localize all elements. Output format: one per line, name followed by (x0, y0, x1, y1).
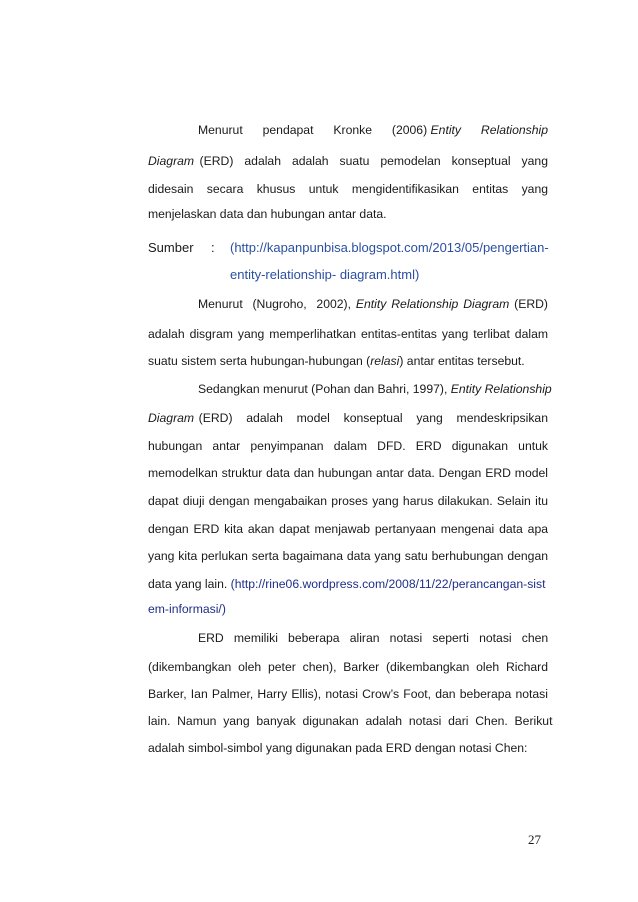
paragraph2-line1 (198, 296, 548, 312)
italic-term: Diagram (148, 154, 195, 168)
paragraph4-line1 (198, 630, 548, 646)
text-fragment (392, 122, 461, 138)
text-fragment: (ERD) adalah model konseptual yang mendeskripsikan (194, 411, 548, 425)
text-fragment: Menurut (198, 123, 243, 137)
paragraph3-line4 (148, 465, 548, 481)
paragraph4-line3 (148, 686, 548, 702)
paragraph3-line6 (148, 521, 548, 537)
source-link-line1[interactable]: (http://kapanpunbisa.blogspot.com/2013/05/pengertian- (230, 240, 549, 255)
text-fragment: suatu sistem serta hubungan-hubungan ( (148, 354, 371, 368)
paragraph1-line2 (148, 153, 548, 169)
text-fragment: dengan ERD kita akan dapat menjawab pertanyaan mengenai data apa (148, 522, 548, 536)
paragraph3-line5 (148, 493, 548, 509)
text-fragment: Sedangkan menurut (Pohan dan Bahri, 1997), (198, 382, 451, 396)
source-link-line2[interactable]: entity-relationship- diagram.html) (230, 267, 420, 282)
text-fragment: pendapat (262, 123, 314, 137)
text-fragment: menjelaskan data dan hubungan antar data. (148, 207, 387, 221)
text-fragment: data yang lain. (148, 577, 231, 591)
text-fragment: ERD memiliki beberapa aliran notasi seperti notasi chen (198, 631, 549, 645)
paragraph3-line1 (198, 381, 552, 397)
text-fragment: Menurut (Nugroho, 2002), (198, 297, 356, 311)
paragraph3-line7 (148, 548, 548, 564)
paragraph3-line9 (148, 601, 548, 617)
page-number: 27 (528, 832, 541, 847)
paragraph3-line2 (148, 410, 548, 426)
text-fragment: ) antar entitas tersebut. (399, 354, 525, 368)
text-fragment: (dikembangkan oleh peter chen), Barker (dikembangkan oleh Richard (148, 660, 548, 674)
text-fragment: didesain secara khusus untuk mengidentifikasikan entitas yang (148, 182, 548, 196)
text-fragment: dapat diuji dengan mengabaikan proses yang harus dilakukan. Selain itu (148, 494, 548, 508)
italic-term: Diagram (148, 411, 195, 425)
reference-link[interactable]: em-informasi/) (148, 602, 226, 616)
paragraph2-line3 (148, 353, 548, 369)
italic-term: Entity Relationship (450, 382, 552, 396)
text-fragment: lain. Namun yang banyak digunakan adalah notasi dari Chen. Berikut (148, 714, 553, 728)
paragraph3-line8 (148, 576, 548, 592)
paragraph1-line3 (148, 181, 548, 197)
text-fragment: (ERD) adalah adalah suatu pemodelan konseptual yang (194, 154, 548, 168)
paragraph4-line5 (148, 740, 548, 756)
source-colon: : (211, 240, 215, 255)
text-fragment: memodelkan struktur data dan hubungan antar data. Dengan ERD model (148, 466, 548, 480)
italic-term: Relationship (480, 123, 548, 137)
paragraph1-line1 (198, 122, 548, 138)
paragraph3-line3 (148, 438, 548, 454)
paragraph1-line4 (148, 206, 548, 222)
source-label: Sumber (148, 240, 194, 255)
text-fragment: adalah simbol-simbol yang digunakan pada ERD dengan notasi Chen: (148, 741, 528, 755)
italic-term: Entity (430, 123, 462, 137)
text-fragment: Kronke (333, 123, 372, 137)
paragraph2-line2 (148, 326, 548, 342)
text-fragment: adalah disgram yang memperlihatkan entitas-entitas yang terlibat dalam (148, 327, 548, 341)
text-fragment: hubungan antar penyimpanan dalam DFD. ERD digunakan untuk (148, 439, 548, 453)
paragraph4-line2 (148, 659, 548, 675)
text-fragment: (2006) (391, 123, 431, 137)
italic-term: relasi (370, 354, 400, 368)
text-fragment: Barker, Ian Palmer, Harry Ellis), notasi Crow’s Foot, dan beberapa notasi (148, 687, 548, 701)
italic-term: Entity Relationship Diagram (355, 297, 510, 311)
text-fragment: (ERD) (509, 297, 548, 311)
text-fragment: yang kita perlukan serta bagaimana data yang satu berhubungan dengan (148, 549, 548, 563)
reference-link[interactable]: (http://rine06.wordpress.com/2008/11/22/perancangan-sist (230, 577, 546, 591)
paragraph4-line4 (148, 713, 553, 729)
